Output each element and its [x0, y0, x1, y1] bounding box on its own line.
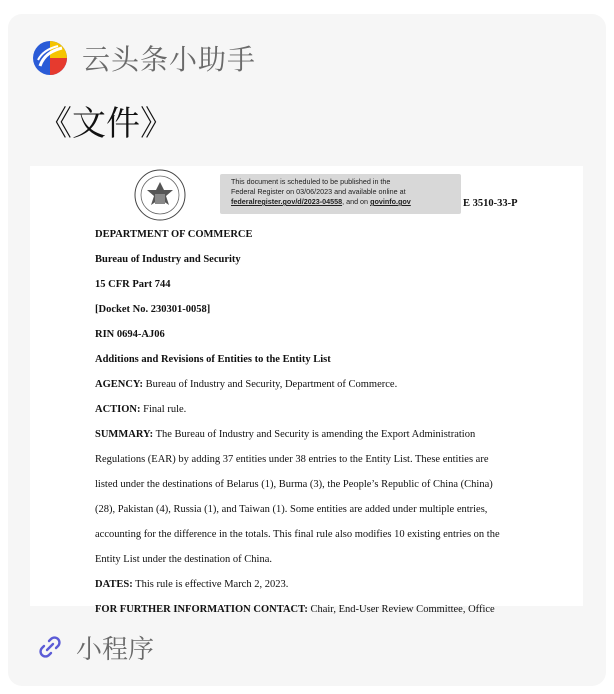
summary-line: listed under the destinations of Belarus (1), Burma (3), the People’s Republic of China (China) — [95, 479, 493, 490]
agency-text: Bureau of Industry and Security, Department of Commerce. — [143, 379, 398, 390]
department-line: DEPARTMENT OF COMMERCE — [95, 229, 253, 240]
summary-text: The Bureau of Industry and Security is amending the Export Administration — [153, 429, 476, 440]
summary-line: Regulations (EAR) by adding 37 entities under 38 entries to the Entity List. These entities are — [95, 454, 489, 465]
banner-line — [231, 197, 461, 207]
agency-line — [95, 372, 555, 397]
app-name: 云头条小助手 — [82, 43, 257, 76]
document-body — [95, 222, 555, 622]
contact-label: FOR FURTHER INFORMATION CONTACT: — [95, 604, 308, 615]
document-code: E 3510-33-P — [463, 198, 518, 209]
mini-program-label: 小程序 — [76, 634, 155, 665]
action-text: Final rule. — [140, 404, 187, 415]
department-seal-icon — [133, 168, 187, 222]
publication-banner — [220, 174, 461, 214]
message-card[interactable] — [8, 14, 606, 686]
summary-line: (28), Pakistan (4), Russia (1), and Taiwan (1). Some entities are added under multiple entries, — [95, 504, 488, 515]
agency-label: AGENCY: — [95, 379, 144, 390]
banner-line: Federal Register on 03/06/2023 and available online at — [231, 187, 406, 196]
card-header — [32, 38, 256, 78]
dates-text: This rule is effective March 2, 2023. — [132, 579, 289, 590]
dates-label: DATES: — [95, 579, 133, 590]
message-title: 《文件》 — [38, 104, 174, 144]
cfr-line: 15 CFR Part 744 — [95, 279, 171, 290]
action-line — [95, 397, 555, 422]
govinfo-link[interactable]: govinfo.gov — [370, 197, 411, 206]
dates-line — [95, 572, 555, 597]
rin-line: RIN 0694-AJ06 — [95, 329, 165, 340]
document-preview[interactable] — [30, 166, 583, 615]
federal-register-link[interactable]: federalregister.gov/d/2023-04558 — [231, 197, 343, 206]
docket-line: [Docket No. 230301-0058] — [95, 304, 211, 315]
banner-line: This document is scheduled to be published in the — [231, 177, 391, 186]
summary-line — [95, 422, 555, 447]
mini-program-footer[interactable] — [36, 630, 154, 664]
summary-line: Entity List under the destination of China. — [95, 554, 273, 565]
contact-text: Chair, End-User Review Committee, Office — [307, 604, 495, 615]
link-icon — [36, 633, 64, 661]
app-logo-icon — [32, 40, 68, 76]
banner-text: , and on — [342, 197, 371, 206]
summary-label: SUMMARY: — [95, 429, 154, 440]
rule-heading: Additions and Revisions of Entities to the Entity List — [95, 354, 331, 365]
summary-line: accounting for the difference in the totals. This final rule also modifies 10 existing entries on the — [95, 529, 500, 540]
contact-line — [95, 597, 555, 622]
action-label: ACTION: — [95, 404, 141, 415]
bureau-line: Bureau of Industry and Security — [95, 254, 241, 265]
